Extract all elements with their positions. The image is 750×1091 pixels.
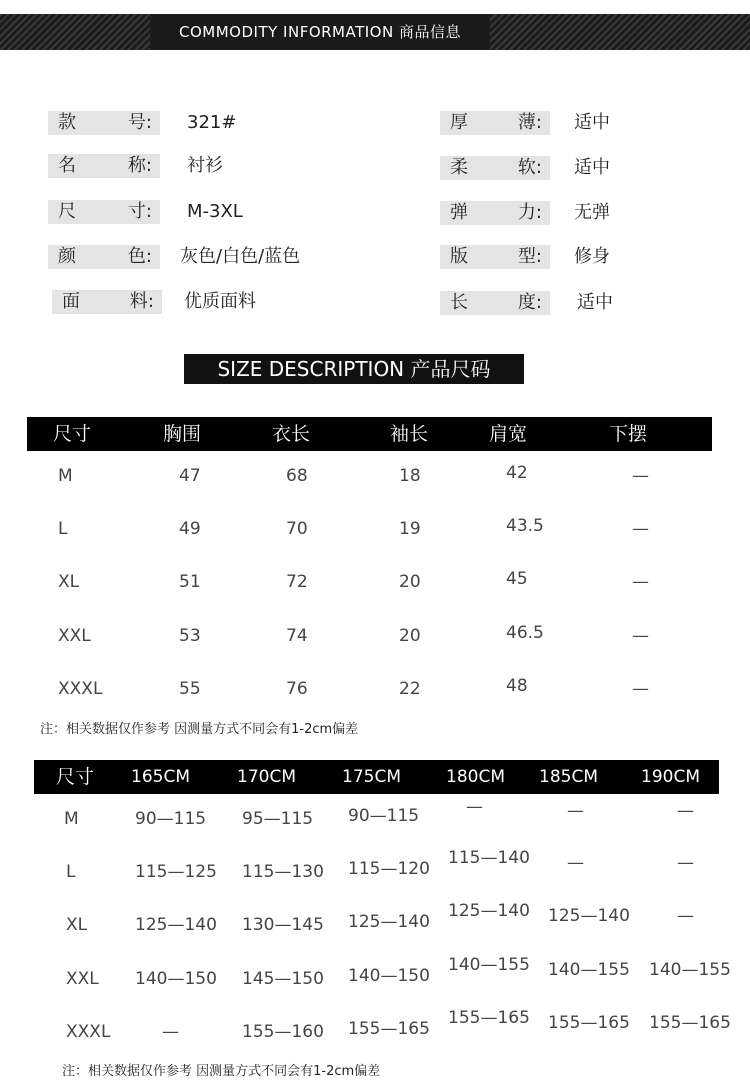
- info-label-name: 名 称:: [48, 154, 160, 178]
- info-label-fit: 版 型:: [440, 245, 550, 269]
- size-col-hem: 下摆: [609, 423, 648, 445]
- size-table-note: 注：相关数据仅作参考 因测量方式不同会有1-2cm偏差: [40, 722, 359, 737]
- height-col-165: 165CM: [131, 767, 190, 787]
- info-value-size: M-3XL: [187, 201, 243, 222]
- info-label-thickness: 厚 薄:: [440, 111, 550, 135]
- info-value-elasticity: 无弹: [574, 202, 610, 223]
- info-value-style-no: 321#: [187, 112, 237, 133]
- info-value-name: 衬衫: [187, 155, 223, 176]
- height-col-175: 175CM: [342, 767, 401, 787]
- size-col-length: 衣长: [272, 423, 311, 445]
- info-label-elasticity: 弹 力:: [440, 201, 550, 225]
- height-col-190: 190CM: [641, 767, 700, 787]
- height-table-header: [34, 760, 719, 794]
- height-col-180: 180CM: [446, 767, 505, 787]
- size-table-header: [27, 417, 712, 451]
- size-col-size: 尺寸: [53, 423, 92, 445]
- size-col-sleeve: 袖长: [390, 423, 429, 445]
- height-col-185: 185CM: [539, 767, 598, 787]
- info-value-thickness: 适中: [574, 112, 610, 133]
- size-col-chest: 胸围: [163, 423, 202, 445]
- info-label-softness: 柔 软:: [440, 156, 550, 180]
- info-value-fabric: 优质面料: [184, 291, 256, 312]
- info-label-fabric: 面 料:: [52, 290, 162, 314]
- info-label-size: 尺 寸:: [48, 200, 160, 224]
- size-col-shoulder: 肩宽: [489, 423, 528, 445]
- info-value-length: 适中: [577, 292, 613, 313]
- banner-title: COMMODITY INFORMATION 商品信息: [150, 14, 490, 50]
- info-label-length: 长 度:: [440, 291, 550, 315]
- height-col-size: 尺寸: [56, 766, 95, 788]
- height-col-170: 170CM: [237, 767, 296, 787]
- info-label-color: 颜 色:: [48, 245, 160, 269]
- info-value-fit: 修身: [574, 246, 610, 267]
- info-value-softness: 适中: [574, 157, 610, 178]
- info-value-color: 灰色/白色/蓝色: [180, 246, 301, 267]
- height-table-note: 注：相关数据仅作参考 因测量方式不同会有1-2cm偏差: [62, 1064, 381, 1079]
- size-description-title: SIZE DESCRIPTION 产品尺码: [184, 354, 524, 384]
- info-label-style-no: 款 号:: [48, 111, 160, 135]
